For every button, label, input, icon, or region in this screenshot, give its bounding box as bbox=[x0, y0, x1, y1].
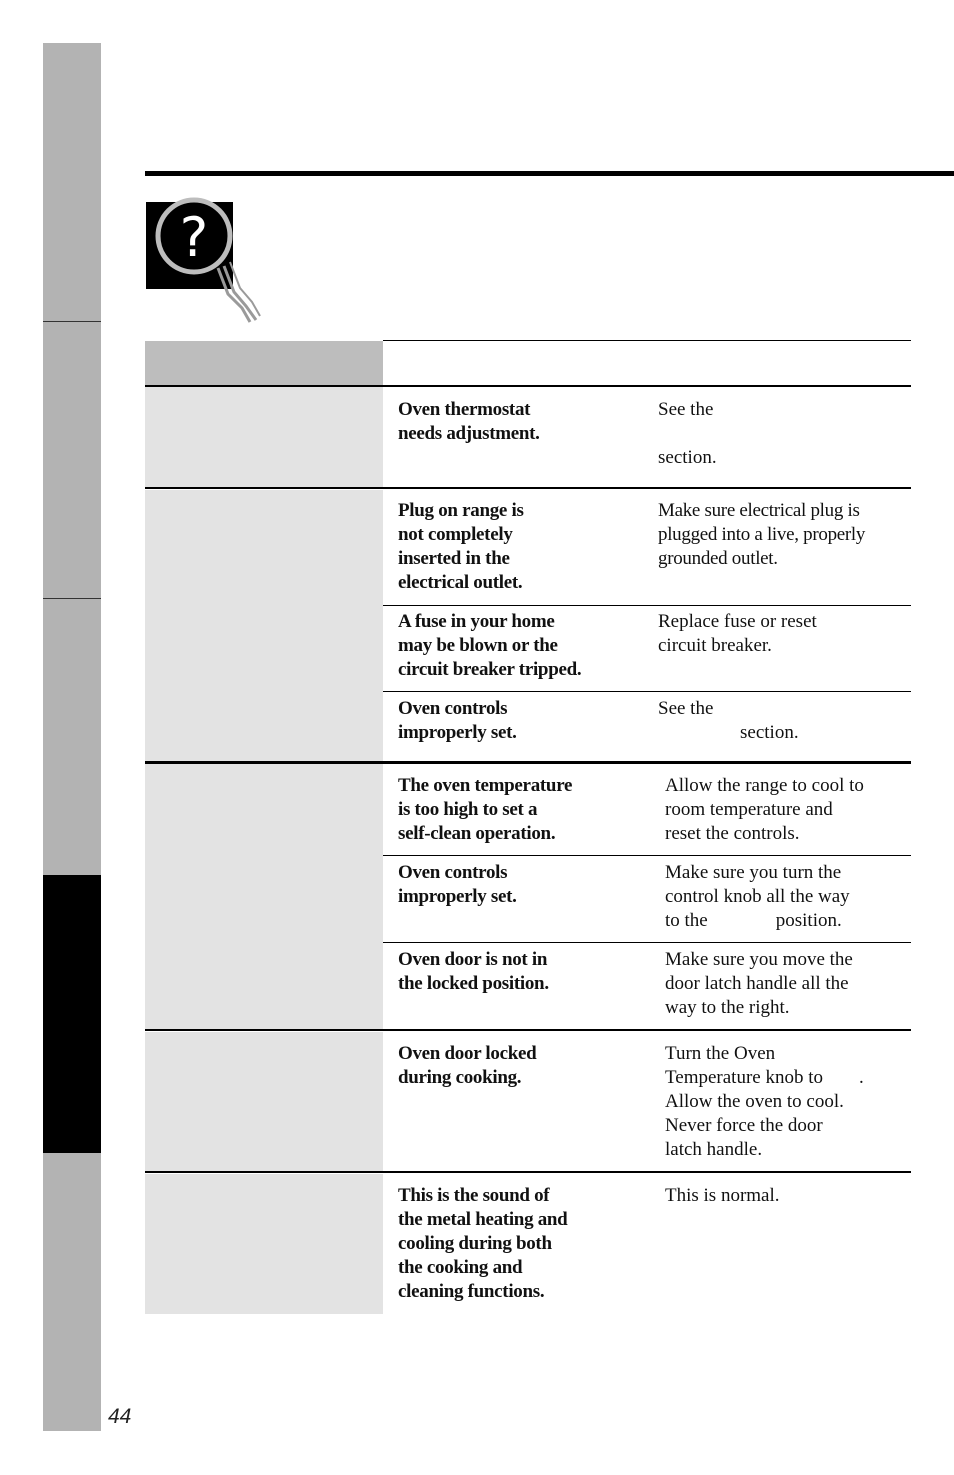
problem-cell bbox=[145, 387, 383, 488]
problem-cell bbox=[145, 1174, 383, 1314]
page-number: 44 bbox=[108, 1405, 132, 1428]
cause-text: The oven temperature is too high to set a self-clean operation. bbox=[398, 775, 573, 844]
side-tab-5[interactable] bbox=[43, 1153, 101, 1431]
side-tab-2[interactable] bbox=[43, 322, 101, 598]
cause-text: Oven thermostat needs adjustment. bbox=[398, 399, 540, 444]
fix-text: Turn the Oven Temperature knob to . Allow the oven to cool. Never force the door latch handle. bbox=[665, 1043, 864, 1160]
question-magnifier-icon bbox=[146, 196, 266, 332]
row-rule bbox=[383, 942, 911, 943]
table-header-problem bbox=[145, 341, 383, 386]
fix-text: This is normal. bbox=[665, 1185, 780, 1206]
cause-text: Oven door is not in the locked position. bbox=[398, 949, 549, 994]
table-top-rule bbox=[383, 340, 911, 341]
fix-text: Make sure you move the door latch handle all the way to the right. bbox=[665, 949, 853, 1018]
cause-text: Oven controls improperly set. bbox=[398, 862, 517, 907]
problem-cell bbox=[145, 1032, 383, 1172]
side-tab-active[interactable] bbox=[43, 875, 101, 1153]
problem-cell bbox=[145, 764, 383, 1030]
section-rule bbox=[145, 487, 911, 489]
problem-cell bbox=[145, 490, 383, 762]
row-rule bbox=[383, 855, 911, 856]
cause-text: Oven controls improperly set. bbox=[398, 698, 517, 743]
fix-text: Make sure you turn the control knob all the way to the position. bbox=[665, 862, 850, 931]
cause-text: This is the sound of the metal heating and cooling during both the cooking and cleaning functions. bbox=[398, 1185, 568, 1302]
fix-text: Replace fuse or reset circuit breaker. bbox=[658, 611, 817, 656]
section-rule bbox=[145, 1171, 911, 1173]
section-rule bbox=[145, 1029, 911, 1031]
side-tab-3[interactable] bbox=[43, 599, 101, 875]
section-rule bbox=[145, 761, 911, 764]
fix-text: See the section. bbox=[658, 698, 799, 743]
cause-text: A fuse in your home may be blown or the circuit breaker tripped. bbox=[398, 611, 582, 680]
row-rule bbox=[383, 605, 911, 606]
fix-text: Allow the range to cool to room temperature and reset the controls. bbox=[665, 775, 864, 844]
svg-text:?: ? bbox=[179, 206, 209, 269]
header-rule bbox=[145, 171, 954, 176]
row-rule bbox=[383, 691, 911, 692]
fix-text: See the section. bbox=[658, 399, 717, 468]
cause-text: Plug on range is not completely inserted in the electrical outlet. bbox=[398, 500, 524, 593]
cause-text: Oven door locked during cooking. bbox=[398, 1043, 537, 1088]
fix-text: Make sure electrical plug is plugged into a live, properly grounded outlet. bbox=[658, 500, 866, 569]
side-tab-1[interactable] bbox=[43, 43, 101, 321]
